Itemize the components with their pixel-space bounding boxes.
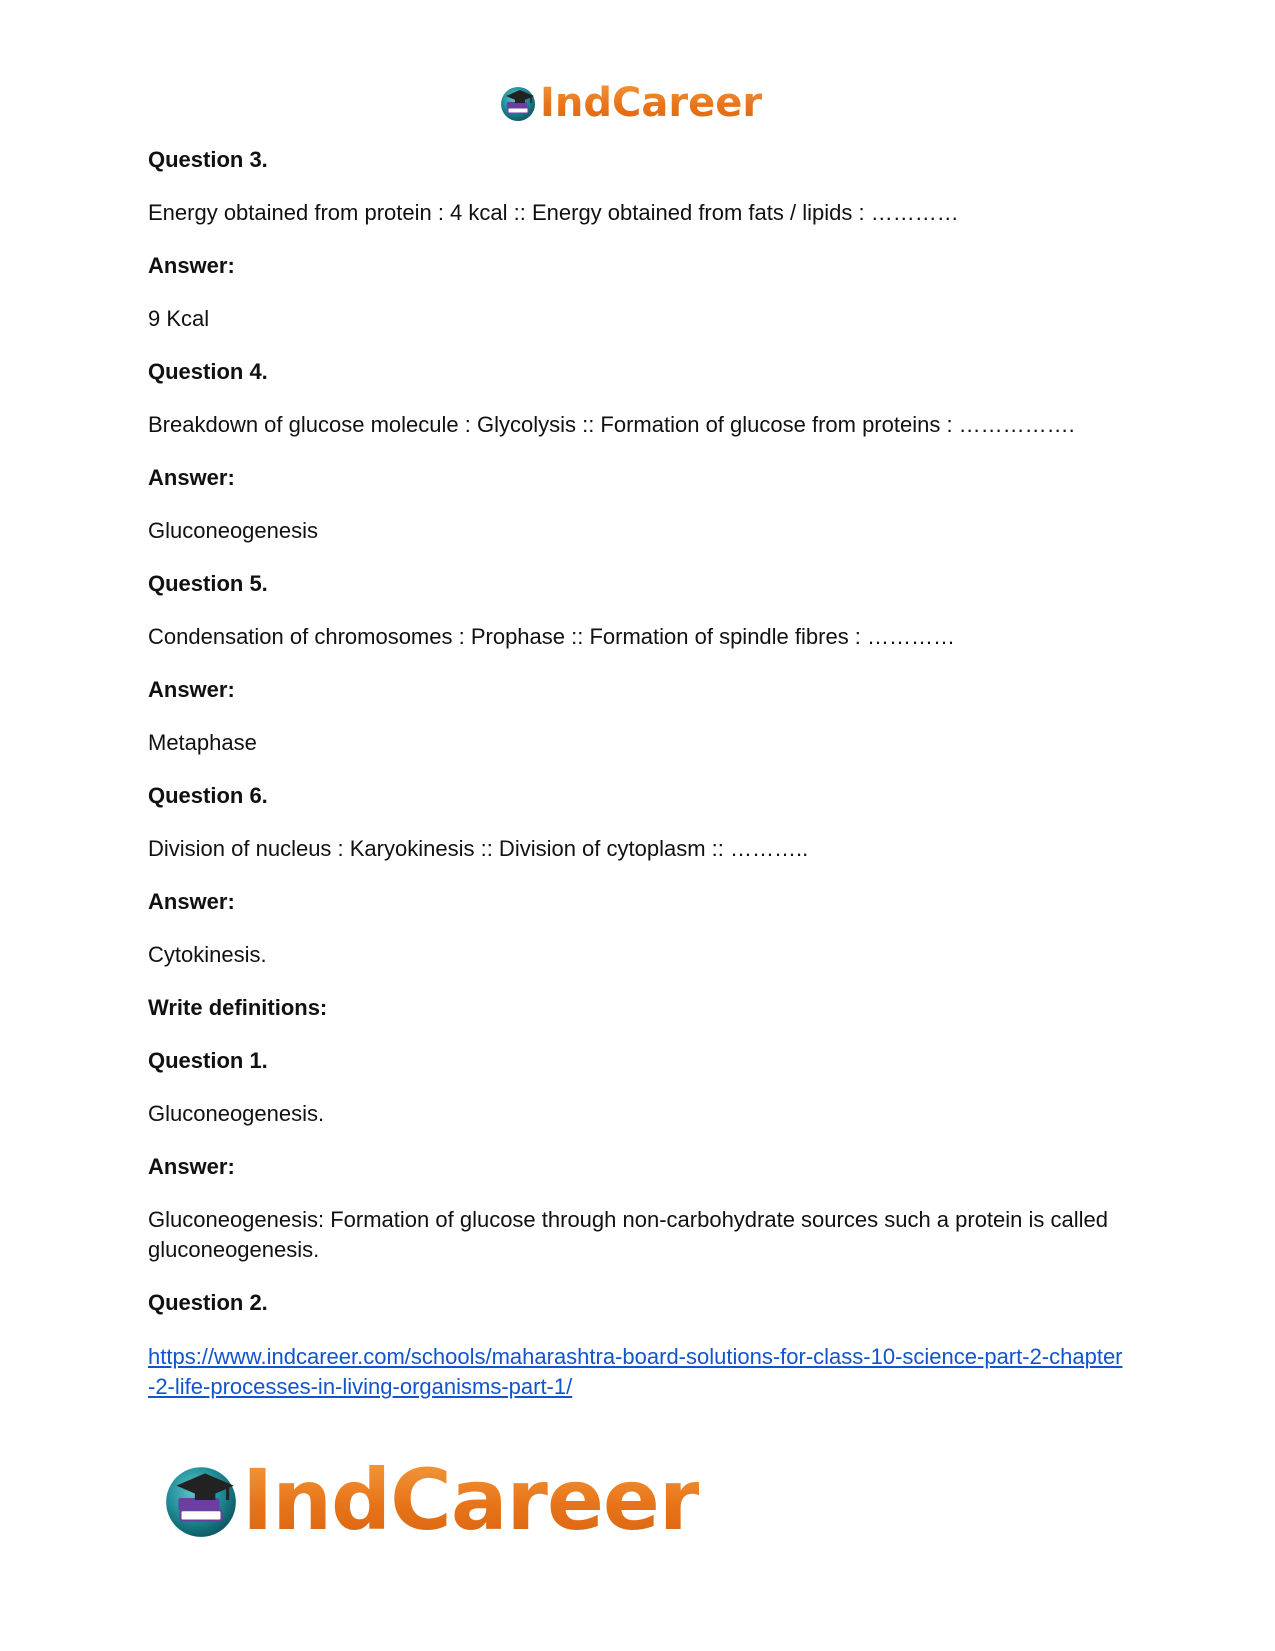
- answer-3-text: 9 Kcal: [148, 306, 210, 331]
- definition-answer-1-text: Gluconeogenesis: Formation of glucose through non-carbohydrate sources such a protein is called gluconeogenesis.: [148, 1207, 1108, 1262]
- definition-question-2-heading: Question 2.: [148, 1290, 268, 1315]
- answer-3-heading: Answer:: [148, 253, 235, 278]
- definition-question-1-heading: Question 1.: [148, 1048, 268, 1073]
- definition-question-1-text: Gluconeogenesis.: [148, 1101, 325, 1126]
- answer-4-text: Gluconeogenesis: [148, 518, 319, 543]
- answer-6-heading: Answer:: [148, 889, 235, 914]
- question-3-text: Energy obtained from protein : 4 kcal :: Energy obtained from fats / lipids : …………: [148, 200, 959, 225]
- question-5-text: Condensation of chromosomes : Prophase :: Formation of spindle fibres : …………: [148, 624, 956, 649]
- source-link[interactable]: https://www.indcareer.com/schools/maharashtra-board-solutions-for-class-10-science-part-2-chapter-2-life-processes-in-living-organisms-part-1/: [148, 1344, 1123, 1399]
- footer-logo: [160, 1451, 700, 1549]
- answer-6-text: Cytokinesis.: [148, 942, 267, 967]
- answer-5-heading: Answer:: [148, 677, 235, 702]
- graduation-globe-icon: [498, 83, 538, 123]
- section-heading-definitions: Write definitions:: [148, 995, 328, 1020]
- answer-4-heading: Answer:: [148, 465, 235, 490]
- header-logo-text: IndCareer: [540, 80, 763, 126]
- question-6-heading: Question 6.: [148, 783, 268, 808]
- header-logo: [498, 80, 762, 126]
- answer-5-text: Metaphase: [148, 730, 257, 755]
- question-5-heading: Question 5.: [148, 571, 268, 596]
- footer-logo-text: IndCareer: [242, 1451, 700, 1549]
- graduation-globe-icon: [160, 1459, 242, 1541]
- question-3-heading: Question 3.: [148, 147, 268, 172]
- question-6-text: Division of nucleus : Karyokinesis :: Division of cytoplasm :: ………..: [148, 836, 809, 861]
- question-4-text: Breakdown of glucose molecule : Glycolysis :: Formation of glucose from proteins : …………….: [148, 412, 1075, 437]
- question-4-heading: Question 4.: [148, 359, 268, 384]
- definition-answer-1-heading: Answer:: [148, 1154, 235, 1179]
